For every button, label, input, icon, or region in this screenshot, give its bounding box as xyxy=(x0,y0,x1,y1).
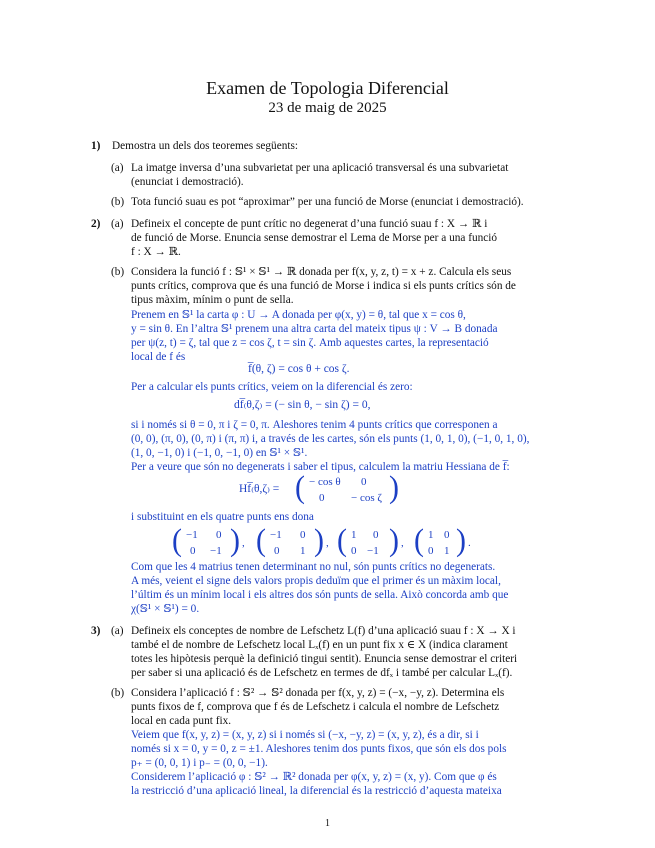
problem-2b-line: Considera la funció f : 𝕊¹ × 𝕊¹ → ℝ donada per f(x, y, z, t) = x + z. Calcula els seus xyxy=(131,266,512,278)
problem-1-intro: Demostra un dels dos teoremes següents: xyxy=(112,140,299,152)
solution-2-line: local de f és xyxy=(131,351,186,363)
problem-3b-line: local en cada punt fix. xyxy=(131,715,232,727)
critical-point-matrix: ( −1 0 0 1 ) , xyxy=(256,523,329,558)
solution-2-line: Per a calcular els punts crítics, veiem on la diferencial és zero: xyxy=(131,381,413,393)
solution-2-line: si i només si θ = 0, π i ζ = 0, π. Aleshores tenim 4 punts crítics que corresponen a xyxy=(131,419,498,431)
problem-2a-label: (a) xyxy=(111,218,124,230)
problem-3a-label: (a) xyxy=(111,625,124,637)
critical-point-matrix: ( −1 0 0 −1 ) , xyxy=(172,523,245,558)
problem-3a-line: totes les hipòtesis perquè la definició tingui sentit). Enuncia sense demostrar el criteri xyxy=(131,653,518,665)
problem-2b-line: tipus màxim, mínim o punt de sella. xyxy=(131,294,294,306)
problem-1a-label: (a) xyxy=(111,162,124,174)
matrix-cell: 0 xyxy=(319,492,325,504)
solution-3-line: Veiem que f(x, y, z) = (x, y, z) si i només si (−x, −y, z) = (x, y, z), és a dir, si i xyxy=(131,729,479,741)
problem-1b-line: Tota funció suau es pot “aproximar” per una funció de Morse (enunciat i demostració). xyxy=(131,196,524,208)
matrix-cell: 0 xyxy=(361,476,367,488)
solution-3-line: la restricció d’una aplicació lineal, la diferencial és la restricció d’aquesta mateixa xyxy=(131,785,502,797)
critical-point-matrix: ( 1 0 0 −1 ) , xyxy=(337,523,404,558)
solution-2-line: Prenem en 𝕊¹ la carta φ : U → A donada per φ(x, y) = θ, tal que x = cos θ, xyxy=(131,309,466,321)
matrix-cell: − cos θ xyxy=(309,476,341,488)
solution-2-line: A més, veient el signe dels valors propis deduïm que el primer és un màxim local, xyxy=(131,575,501,587)
matrix-cell: − cos ζ xyxy=(351,492,382,504)
critical-point-matrix: ( 1 0 0 1 ) . xyxy=(414,523,471,558)
problem-2b-line: punts crítics, comprova que és una funció de Morse i indica si els punts crítics són de xyxy=(131,280,516,292)
problem-3b-label: (b) xyxy=(111,687,125,699)
hessian-label: Hf̅₍θ,ζ₎ = xyxy=(239,483,280,495)
problem-1a-line: La imatge inversa d’una subvarietat per una aplicació transversal és una subvarietat xyxy=(131,162,509,174)
problem-3b-line: Considera l’aplicació f : 𝕊² → 𝕊² donada per f(x, y, z) = (−x, −y, z). Determina els xyxy=(131,687,505,699)
problem-3a-line: Defineix els conceptes de nombre de Lefschetz L(f) d’una aplicació suau f : X → X i xyxy=(131,625,516,637)
problem-2a-line: f : X → ℝ. xyxy=(131,246,181,258)
solution-3-line: Considerem l’aplicació φ : 𝕊² → ℝ² donada per φ(x, y, z) = (x, y). Com que φ és xyxy=(131,771,497,783)
problem-2a-line: Defineix el concepte de punt crític no degenerat d’una funció suau f : X → ℝ i xyxy=(131,218,488,230)
left-paren: ( xyxy=(295,470,305,505)
solution-2-line: i substituint en els quatre punts ens dona xyxy=(131,511,314,523)
solution-3-line: p₊ = (0, 0, 1) i p₋ = (0, 0, −1). xyxy=(131,757,268,769)
problem-2-number: 2) xyxy=(91,218,101,230)
problem-2a-line: de funció de Morse. Enuncia sense demostrar el Lema de Morse per a una funció xyxy=(131,232,498,244)
page-number: 1 xyxy=(325,818,330,829)
problem-1a-line: (enunciat i demostració). xyxy=(131,176,244,188)
exam-title: Examen de Topologia Diferencial xyxy=(206,78,449,98)
problem-1b-label: (b) xyxy=(111,196,125,208)
solution-2-line: (0, 0), (π, 0), (0, π) i (π, π) i, a través de les cartes, són els punts (1, 0, 1, 0), (−1, 0, 1, 0), xyxy=(131,433,530,445)
problem-1-number: 1) xyxy=(91,140,101,152)
problem-3b-line: punts fixos de f, comprova que f és de Lefschetz i calcula el nombre de Lefschetz xyxy=(131,701,500,713)
exam-date: 23 de maig de 2025 xyxy=(268,100,387,116)
problem-3-number: 3) xyxy=(91,625,101,637)
solution-2-line: per ψ(z, t) = ζ, tal que z = cos ζ, t = sin ζ. Amb aquestes cartes, la representació xyxy=(131,337,489,349)
problem-3a-line: també el de nombre de Lefschetz local Lₓ(f) en un punt fix x ∈ X (indica clarament xyxy=(131,639,508,651)
solution-2-line: (1, 0, −1, 0) i (−1, 0, −1, 0) en 𝕊¹ × 𝕊¹. xyxy=(131,447,308,459)
solution-2-line: Per a veure que són no degenerats i saber el tipus, calculem la matriu Hessiana de f̅: xyxy=(131,461,510,473)
solution-2-line: l’últim és un mínim local i els altres dos són punts de sella. Això concorda amb que xyxy=(131,589,509,601)
right-paren: ) xyxy=(389,470,399,505)
solution-2-line: Com que les 4 matrius tenen determinant no nul, són punts crítics no degenerats. xyxy=(131,561,496,573)
problem-2b-label: (b) xyxy=(111,266,125,278)
hessian-matrix xyxy=(295,472,399,508)
differential-equation: df̅₍θ,ζ₎ = (− sin θ, − sin ζ) = 0, xyxy=(234,399,371,411)
solution-3-line: només si x = 0, y = 0, z = ±1. Aleshores tenim dos punts fixos, que són els dos pols xyxy=(131,743,507,755)
local-representation-equation: f̅(θ, ζ) = cos θ + cos ζ. xyxy=(248,363,350,375)
solution-2-line: χ(𝕊¹ × 𝕊¹) = 0. xyxy=(131,603,200,615)
solution-2-line: y = sin θ. En l’altra 𝕊¹ prenem una altra carta del mateix tipus ψ : V → B donada xyxy=(131,323,498,335)
problem-3a-line: per saber si una aplicació és de Lefschetz en termes de dfₓ i també per calcular Lₓ(f). xyxy=(131,667,513,679)
